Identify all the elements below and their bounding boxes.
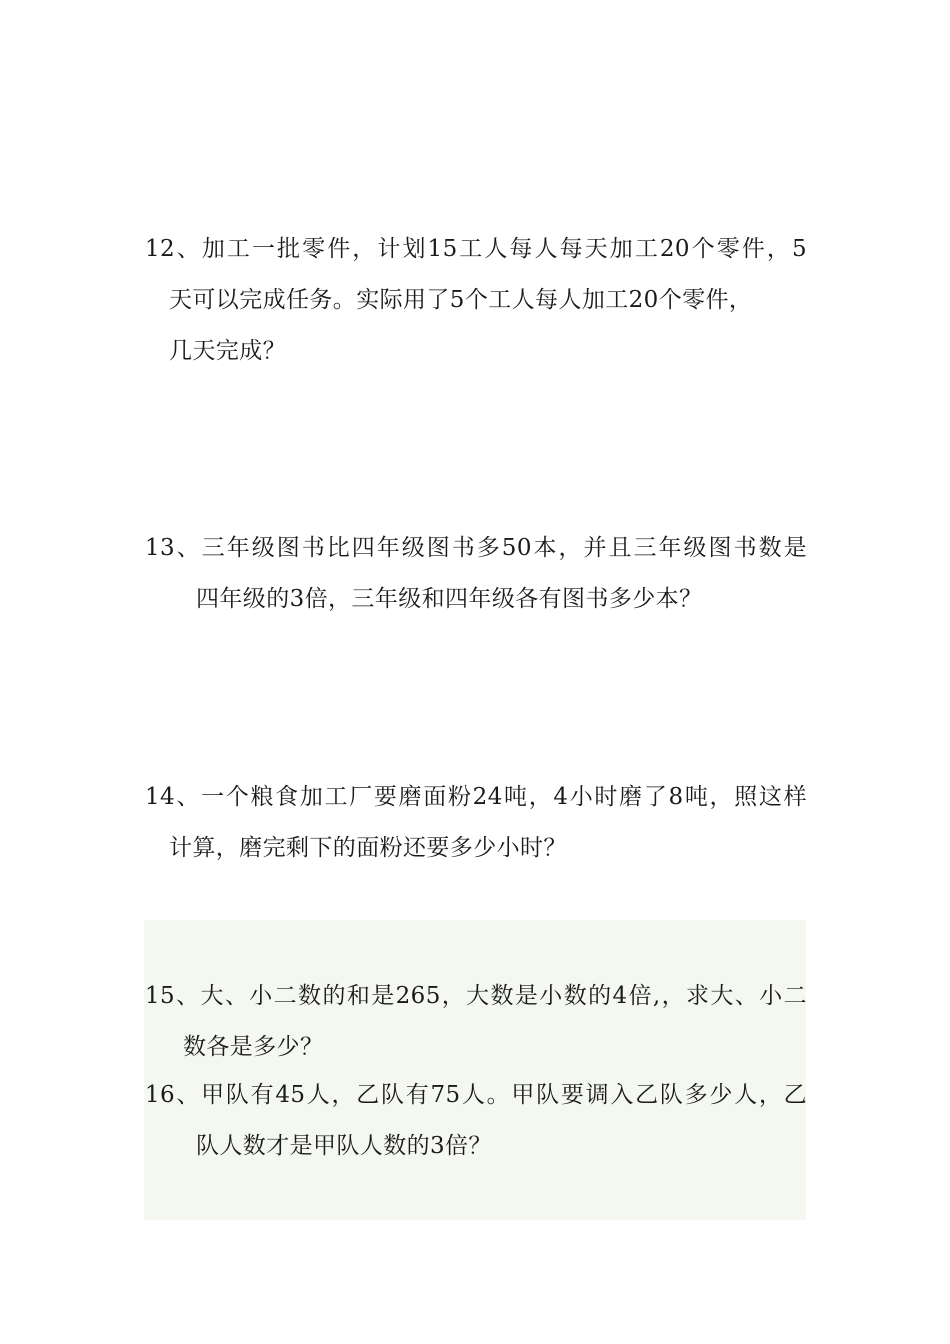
problem-line: 数各是多少？ <box>183 1034 324 1060</box>
problem-13 <box>145 523 807 625</box>
problem-number: 15、 <box>145 983 201 1009</box>
problem-line: 几天完成？ <box>169 338 286 364</box>
problem-15 <box>145 971 807 1073</box>
problem-text: 大、小二数的和是265，大数是小数的4倍,，求大、小二 <box>200 983 807 1009</box>
problem-text: 一个粮食加工厂要磨面粉24吨，4小时磨了8吨，照这样 <box>201 784 808 810</box>
problem-14 <box>145 772 807 874</box>
problem-line <box>145 772 807 823</box>
problem-text: 三年级图书比四年级图书多50本，并且三年级图书数是 <box>201 535 807 561</box>
problem-number: 16、 <box>145 1082 202 1108</box>
problem-number: 13、 <box>145 535 202 561</box>
problem-line: 计算，磨完剩下的面粉还要多少小时？ <box>169 835 567 861</box>
problem-text: 加工一批零件，计划15工人每人每天加工20个零件，5 <box>201 236 807 262</box>
problem-16 <box>145 1070 807 1172</box>
problem-line <box>145 523 807 574</box>
problem-text: 甲队有45人，乙队有75人。甲队要调入乙队多少人，乙 <box>201 1082 807 1108</box>
problem-line: 天可以完成任务。实际用了5个工人每人加工20个零件， <box>169 287 753 313</box>
problem-line <box>145 224 807 275</box>
problem-12 <box>145 224 807 377</box>
problem-number: 14、 <box>145 784 202 810</box>
problem-line <box>145 1070 807 1121</box>
problem-line <box>145 971 807 1022</box>
problem-line: 四年级的3倍，三年级和四年级各有图书多少本？ <box>196 586 703 612</box>
problem-line: 队人数才是甲队人数的3倍？ <box>196 1133 492 1159</box>
problem-number: 12、 <box>145 236 202 262</box>
